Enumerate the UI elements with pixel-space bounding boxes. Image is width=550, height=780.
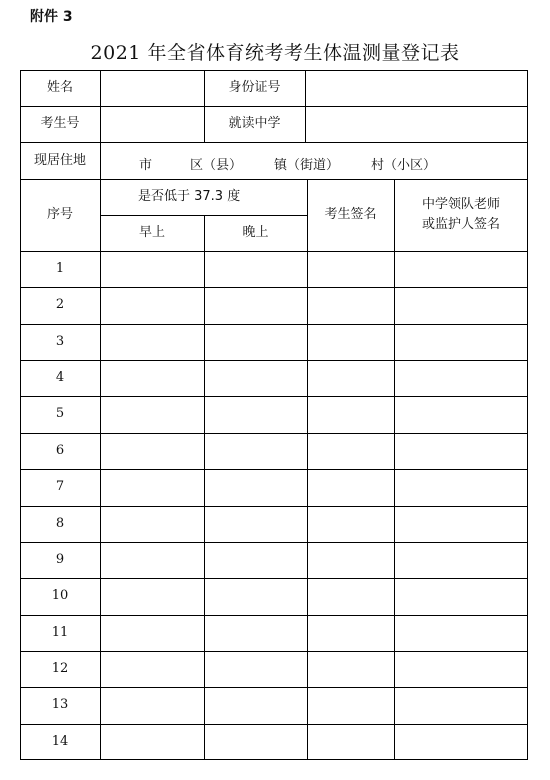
examinee-sign-header: 考生签名 [324, 207, 377, 222]
row-number: 7 [55, 479, 65, 494]
row-number: 3 [55, 334, 65, 349]
row-number: 11 [51, 625, 69, 640]
teacher-sign-header-line2: 或监护人签名 [421, 217, 500, 232]
temperature-form [20, 70, 528, 760]
row-number: 14 [51, 734, 69, 749]
row-number: 13 [51, 697, 69, 712]
vline-address [100, 142, 101, 179]
row-number: 8 [55, 516, 65, 531]
row-number: 9 [55, 552, 65, 567]
address-label: 现居住地 [33, 152, 86, 168]
row-number: 5 [55, 406, 65, 421]
vline-table-3 [307, 179, 308, 760]
row-number: 1 [55, 261, 65, 276]
name-label: 姓名 [46, 80, 73, 95]
row-number: 4 [55, 370, 65, 385]
exam-no-field[interactable] [101, 107, 203, 141]
vline-table-1 [100, 179, 101, 760]
attachment-label: 附件 3 [30, 9, 73, 25]
name-field[interactable] [101, 71, 203, 105]
address-district: 区（县） [190, 158, 243, 173]
evening-header: 晚上 [242, 225, 269, 240]
row-number: 10 [51, 588, 69, 603]
morning-header: 早上 [138, 225, 165, 240]
teacher-sign-header [394, 179, 528, 251]
school-field[interactable] [306, 107, 526, 141]
address-town: 镇（街道） [274, 158, 340, 173]
row-number: 12 [51, 661, 69, 676]
row-number: 2 [55, 297, 65, 312]
temp-header: 是否低于 37.3 度 [138, 189, 241, 204]
row-number: 6 [55, 443, 65, 458]
vline-right [527, 70, 528, 760]
teacher-sign-header-line1: 中学领队老师 [421, 197, 500, 212]
seq-header: 序号 [46, 207, 73, 222]
address-village: 村（小区） [371, 158, 437, 173]
address-city: 市 [139, 158, 153, 173]
id-label: 身份证号 [228, 80, 281, 95]
id-field[interactable] [306, 71, 526, 105]
vline-table-4 [394, 179, 395, 760]
vline-table-2 [204, 215, 205, 760]
form-title: 2021 年全省体育统考考生体温测量登记表 [90, 42, 460, 64]
school-label: 就读中学 [228, 116, 281, 131]
exam-no-label: 考生号 [40, 116, 80, 131]
